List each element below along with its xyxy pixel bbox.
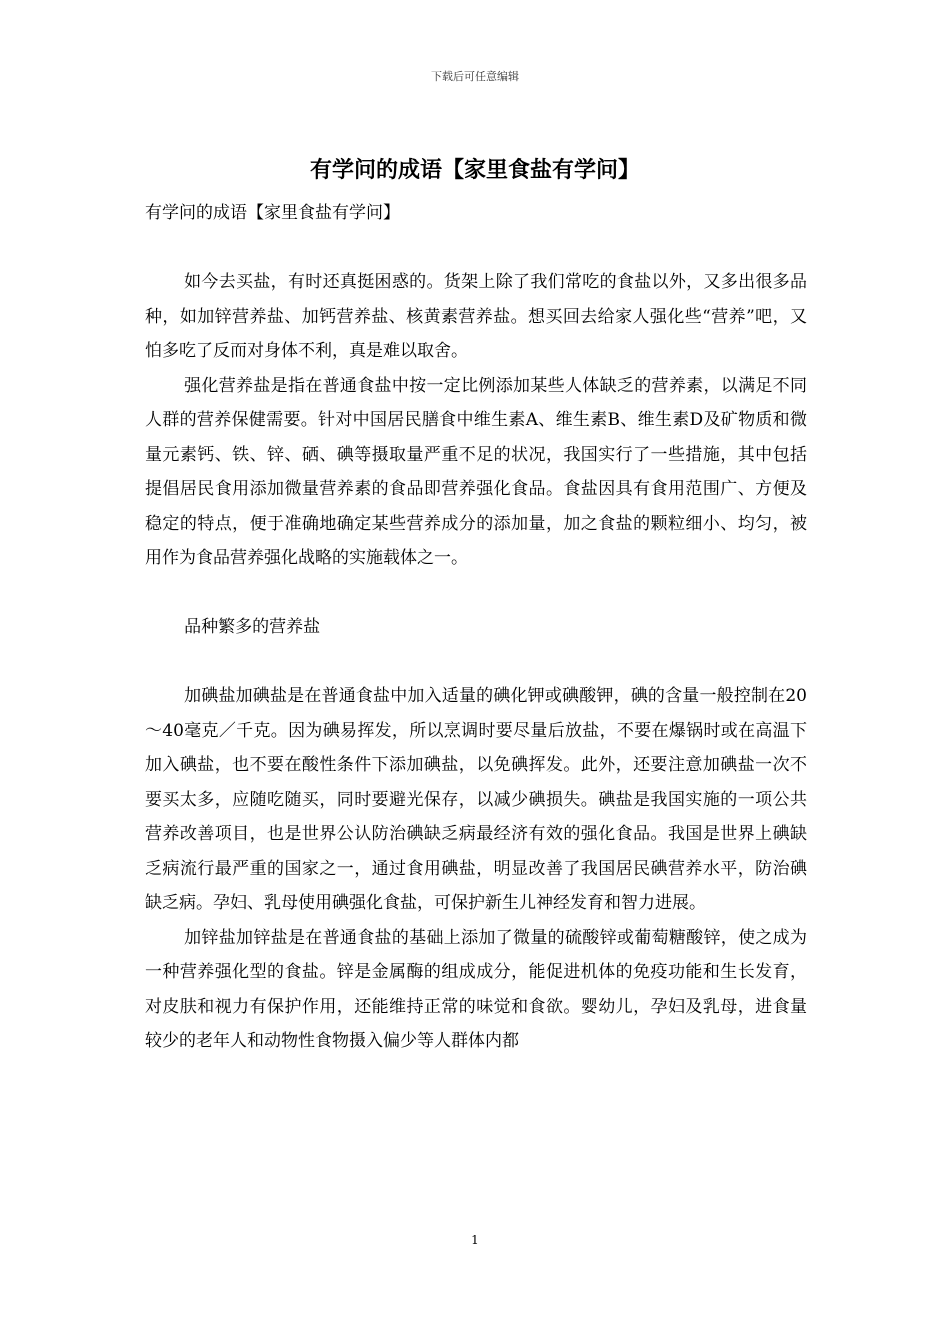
blank-line	[145, 645, 807, 680]
document-subtitle: 有学问的成语【家里食盐有学问】	[145, 203, 400, 223]
paragraph: 强化营养盐是指在普通食盐中按一定比例添加某些人体缺乏的营养素，以满足不同人群的营养保健需要。针对中国居民膳食中维生素A、维生素B、维生素D及矿物质和微量元素钙、铁、锌、硒、碘等摄取量严重不足的状况，我国实行了一些措施，其中包括提倡居民食用添加微量营养素的食品即营养强化食品。食盐因具有食用范围广、方便及稳定的特点，便于准确地确定某些营养成分的添加量，加之食盐的颗粒细小、均匀，被用作为食品营养强化战略的实施载体之一。	[145, 375, 807, 568]
blank-line	[145, 576, 807, 611]
document-body	[145, 196, 807, 1059]
paragraph: 加锌盐加锌盐是在普通食盐的基础上添加了微量的硫酸锌或葡萄糖酸锌，使之成为一种营养强化型的食盐。锌是金属酶的组成成分，能促进机体的免疫功能和生长发育，对皮肤和视力有保护作用，还能维持正常的味觉和食欲。婴幼儿，孕妇及乳母，进食量较少的老年人和动物性食物摄入偏少等人群体内都	[145, 927, 807, 1051]
section-heading: 品种繁多的营养盐	[184, 617, 321, 637]
header-note: 下载后可任意编辑	[431, 70, 519, 83]
blank-line	[145, 231, 807, 266]
page-number: 1	[471, 1233, 479, 1247]
paragraph: 加碘盐加碘盐是在普通食盐中加入适量的碘化钾或碘酸钾，碘的含量一般控制在20～40毫克／千克。因为碘易挥发，所以烹调时要尽量后放盐，不要在爆锅时或在高温下加入碘盐，也不要在酸性条件下添加碘盐，以免碘挥发。此外，还要注意加碘盐一次不要买太多，应随吃随买，同时要避光保存，以减少碘损失。碘盐是我国实施的一项公共营养改善项目，也是世界公认防治碘缺乏病最经济有效的强化食品。我国是世界上碘缺乏病流行最严重的国家之一，通过食用碘盐，明显改善了我国居民碘营养水平，防治碘缺乏病。孕妇、乳母使用碘强化食盐，可保护新生儿神经发育和智力进展。	[145, 686, 807, 913]
paragraph: 如今去买盐，有时还真挺困惑的。货架上除了我们常吃的食盐以外，又多出很多品种，如加锌营养盐、加钙营养盐、核黄素营养盐。想买回去给家人强化些“营养”吧，又怕多吃了反而对身体不利，真是难以取舍。	[145, 272, 807, 361]
document-title: 有学问的成语【家里食盐有学问】	[309, 157, 640, 183]
